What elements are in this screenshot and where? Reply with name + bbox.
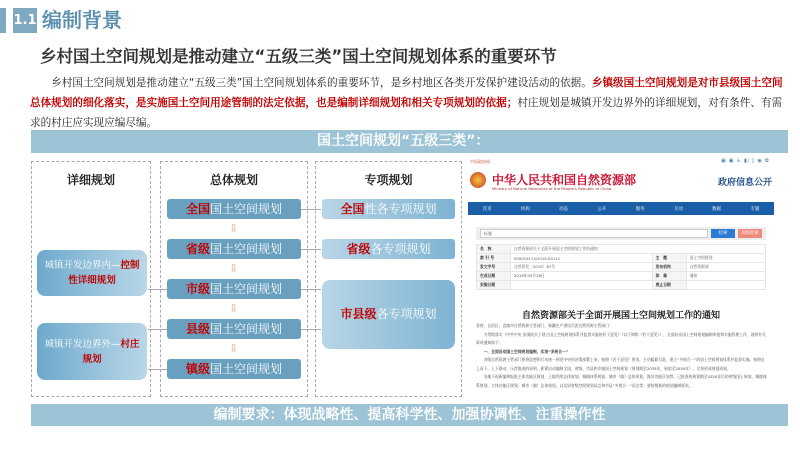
- nav-item[interactable]: 数据: [712, 206, 722, 212]
- connector-arrow: [148, 369, 167, 370]
- level-label: 省级: [346, 242, 371, 256]
- column-heading: 专项规划: [364, 173, 413, 187]
- down-arrow-icon: ⇩: [229, 262, 239, 275]
- notice-screenshot: [462, 155, 780, 405]
- plan-label: 各专项规划: [376, 307, 437, 321]
- overall-plan-national: [167, 199, 301, 219]
- metadata-table: [476, 244, 766, 290]
- nav-item[interactable]: 服务: [635, 206, 645, 212]
- gov-portal-link: 中国政府网: [470, 159, 490, 164]
- connector-arrow: [301, 249, 321, 250]
- body-line: 为贯彻落实《中共中央 国务院关于建立国土空间规划体系并监督实施的若干意见》（以下简称《若干意见》），全面启动国土空间规划编制审批和实施管理工作，现将有关事项通知如下：: [476, 331, 766, 345]
- notice-body: [476, 322, 768, 390]
- down-arrow-icon: ⇩: [229, 302, 239, 315]
- down-arrow-icon: ⇩: [229, 222, 239, 235]
- level-label: 全国: [185, 202, 210, 216]
- five-three-banner: 国土空间规划“五级三类”：: [31, 130, 788, 153]
- nav-item[interactable]: 公开: [597, 206, 607, 212]
- para-text: 村庄规划是城镇开发边界外的详细规划，对有条件、有需求的村庄应实现应编尽编。: [30, 97, 783, 129]
- down-arrow-icon: ⇩: [229, 342, 239, 355]
- body-heading: 一、全面启动国土空间规划编制，实现“多规合一”: [483, 348, 569, 354]
- advanced-search-button[interactable]: 高级检索: [738, 229, 762, 238]
- search-input[interactable]: 标题: [480, 229, 708, 238]
- special-plan-national: [322, 199, 455, 219]
- gov-info-title: 政府信息公开: [717, 178, 772, 188]
- plan-label: 各专项规划: [370, 242, 431, 256]
- nav-item[interactable]: 首页: [482, 206, 492, 212]
- column-heading: 详细规划: [66, 173, 115, 187]
- share-icons: ▣▣♿◧▯◉✿: [721, 158, 772, 164]
- plan-prefix: 城镇开发边界外—: [44, 338, 121, 350]
- plan-type: 控制性详细规划: [68, 260, 140, 286]
- plan-prefix: 城镇开发边界内—: [44, 260, 121, 271]
- notice-title: 自然资源部关于全面开展国土空间规划工作的通知: [521, 311, 720, 321]
- connector-arrow: [301, 329, 321, 330]
- table-row: 索 引 号 000019174/2019-00111 主 题 国土空间规划: [477, 254, 766, 263]
- level-label: 市县级: [340, 307, 377, 321]
- connector-arrow: [301, 289, 321, 290]
- national-emblem-icon: [470, 172, 486, 188]
- plan-label: 国土空间规划: [210, 242, 283, 256]
- level-label: 镇级: [185, 362, 210, 376]
- connector-arrow: [148, 289, 167, 290]
- nav-item[interactable]: 动态: [559, 206, 569, 212]
- ministry-name: 中华人民共和国自然资源部: [492, 173, 637, 187]
- special-plan-province: [322, 239, 455, 259]
- body-line: 各省、自治区、直辖市自然资源主管部门，新疆生产建设兵团自然资源主管部门：: [476, 323, 613, 328]
- table-row: 名 称 自然资源部关于全面开展国土空间规划工作的通知: [477, 245, 766, 254]
- para-highlight: 乡镇级国土空间规划是对市县级国土空间总体规划的细化落实，是实施国土空间用途管制的法定依据，也是编制详细规划和相关专项规划的依据；: [30, 77, 783, 109]
- column-heading: 总体规划: [209, 173, 258, 187]
- connector-arrow: [148, 329, 167, 330]
- section-number: 1.1: [13, 8, 37, 33]
- overall-plan-city: [167, 279, 301, 299]
- connector-arrow: [301, 209, 321, 210]
- intro-paragraph: [30, 73, 785, 133]
- level-label: 省级: [185, 242, 210, 256]
- search-bar: [476, 227, 766, 240]
- nav-item[interactable]: 专题: [750, 206, 760, 212]
- plan-label: 国土空间规划: [210, 322, 283, 336]
- ministry-name-en: Ministry of Natural Resources of the People's Republic of China: [492, 186, 612, 191]
- table-row: 实施日期 废止日期: [477, 281, 766, 290]
- para-text: 乡村国土空间规划是推动建立“五级三类”国土空间规划体系的重要环节，是乡村地区各类开发保护建设活动的依据。: [51, 77, 592, 89]
- level-label: 全国: [340, 202, 365, 216]
- detail-plan-inside-boundary: [37, 250, 147, 296]
- body-line: 各级自然资源主管部门要将思想和行动统一到党中央的决策部署上来，按照《若干意见》要求，主动履职尽责，建立“多规合一”的国土空间规划体系并监督实施。按照自上而下、上下联动、压茬推进的原则，抓紧启动编制全国、省级、市县和乡镇国土空间规划（规划期至2035年，展望至2050年），尽快形成规划成果。: [476, 357, 765, 371]
- table-row: 发文字号 自然资发〔2019〕87号 发布机构 自然资源部: [477, 263, 766, 272]
- overall-plan-province: [167, 239, 301, 259]
- body-line: 各地不再新编和报批主体功能区规划、土地利用总体规划、城镇体系规划、城市（镇）总体规划、海洋功能区划等。已批准的规划期至2020年后的省级国土规划、城镇体系规划、主体功能区规划，城市（镇）总体规划，以及原省级空间规划试点和市县“多规合一”试点等，要按照新的规划编制要求。: [476, 374, 767, 388]
- overall-plan-county: [167, 319, 301, 339]
- plan-label: 国土空间规划: [210, 202, 283, 216]
- section-title: 编制背景: [42, 8, 122, 32]
- nav-item[interactable]: 互动: [673, 206, 683, 212]
- slide-subtitle: 乡村国土空间规划是推动建立“五级三类”国土空间规划体系的重要环节: [40, 47, 557, 66]
- plan-type: 村庄规划: [82, 338, 140, 365]
- detail-plan-outside-boundary: [37, 323, 147, 380]
- table-row: 生成日期 2019年05月28日 体 裁 通知: [477, 272, 766, 281]
- search-button[interactable]: 检索: [711, 229, 735, 238]
- site-nav: [468, 202, 774, 215]
- nav-item[interactable]: 机构: [520, 206, 530, 212]
- requirements-banner: 编制要求：体现战略性、提高科学性、加强协调性、注重操作性: [31, 404, 788, 426]
- special-plan-city-county: [322, 280, 455, 349]
- plan-label: 国土空间规划: [210, 282, 283, 296]
- header-accent-bar: [0, 8, 6, 33]
- level-label: 县级: [185, 322, 210, 336]
- special-column: [315, 161, 462, 397]
- overall-plan-town: [167, 359, 301, 379]
- plan-label: 性各专项规划: [364, 202, 437, 216]
- level-label: 市级: [185, 282, 210, 296]
- plan-label: 国土空间规划: [210, 362, 283, 376]
